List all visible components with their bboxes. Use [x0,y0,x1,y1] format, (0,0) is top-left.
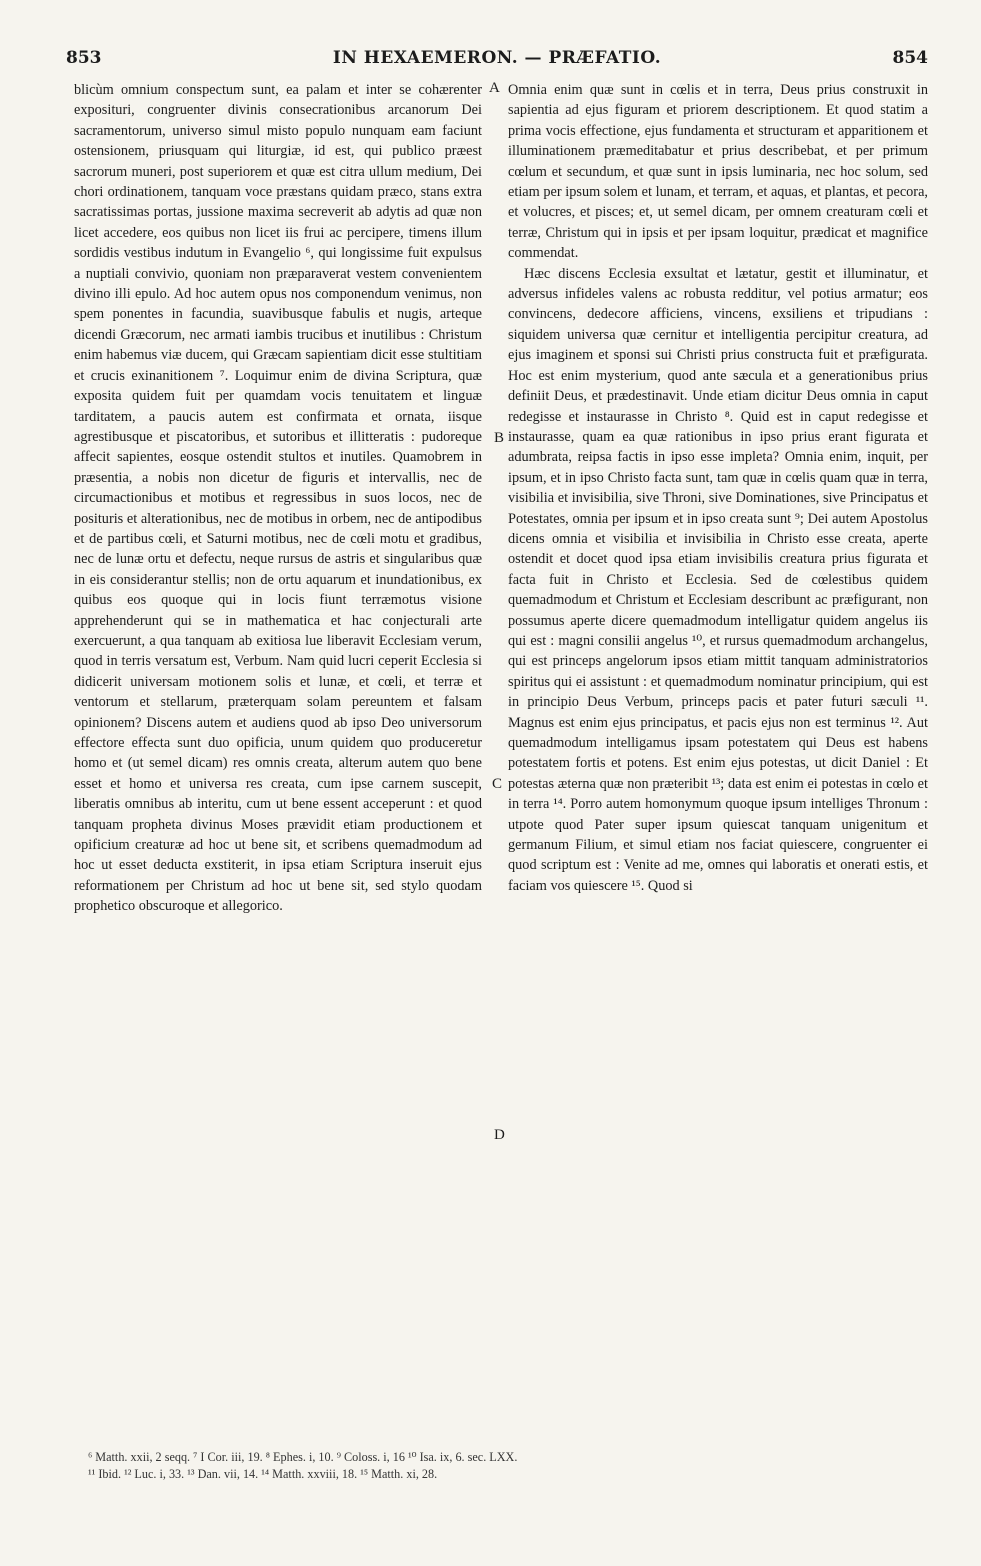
footnotes [88,1449,933,1483]
right-paragraph-1: Omnia enim quæ sunt in cœlis et in terra, Deus prius construxit in sapientia ad ejus figuram et priorem descriptionem. Et quod statim a prima vocis effectione, ejus fundamenta et structuram et apparitionem et illuminationem præmeditabatur et prius describebat, et per primum cœlum et secundum, et quæ sunt in ipsis luminaria, nec hoc solum, sed etiam per ipsum solem et lunam, et terram, et aquas, et plantas, et pecora, et volucres, et pisces; et, ut semel dicam, per omnem creaturam cœli et terræ, Christum qui in ipsis et per ipsam loquitur, prædicat et magnifice commendat. [508,82,928,262]
left-column [74,80,482,917]
right-paragraph-2: Hæc discens Ecclesia exsultat et lætatur, gestit et illuminatur, et adversus infideles valens ac robusta redditur, vel potius armatur; eos convincens, dedecore afficiens, vincens, exsiliens et tripudians : siquidem universa quæ cernitur et intelligentia percipitur creatura, ad ejus imaginem et sponsi sui Christi prius constructa fuit et præfigurata. Hoc est enim mysterium, quod ante sæcula et a generationibus prius definiit Deus, et prædestinavit. Unde etiam dicitur Deus omnia in caput redegisse et instaurasse in Christo ⁸. Quid est in caput redegisse et instaurasse, quam ea quæ rationibus in ipso prius erant figurata et adumbrata, reipsa factis in ipso esse impleta? Omnia enim, inquit, per ipsum, et in ipso Christo facta sunt, tam quæ in cœlis quam quæ in terra, visibilia et invisibilia, sive Throni, sive Dominationes, sive Principatus et Potestates, omnia per ipsum et in ipso creata sunt ⁹; Dei autem Apostolus dicens omnia et visibilia et invisibilia in Christo esse creata, aperte ostendit et docet quod ipsa etiam invisibilis creatura prius figurata et facta fuit in Christo et Ecclesia. Sed de cœlestibus quidem quemadmodum et Christum et Ecclesiam describunt ac præfigurant, non possumus aperte dicere quemadmodum intelligatur quidem angelus iis qui est : magni consilii angelus ¹⁰, et rursus quemadmodum archangelus, qui est princeps angelorum ipsos etiam mittit tanquam administratorios spiritus qui ei assistunt : et quemadmodum nominatur principium, qui est in principio Deus Verbum, princeps pacis et pater futuri sæculi ¹¹. Magnus est enim ejus principatus, et pacis ejus non est terminus ¹². Aut quemadmodum intelligamus ipsam potestatem qui Deus est habens potestatem fortis et potens. Est enim ejus potestas, ut dicit Daniel : Et potestas æterna quæ non præteribit ¹³; data est enim ei potestas in cœlo et in terra ¹⁴. Porro autem homonymum quoque ipsum intelliges Thronum : utpote quod Pater super ipsum quiescat tanquam unigenitum et germanum Filium, et simul etiam nos faciat quiescere, congruenter ei quod scriptum est : Venite ad me, omnes qui laboratis et onerati estis, et faciam vos quiescere ¹⁵. Quod si [508,265,928,894]
margin-marker-d: D [494,1127,505,1143]
running-header [66,44,928,74]
footnote-line-1: ⁶ Matth. xxii, 2 seqq. ⁷ I Cor. iii, 19. ⁸ Ephes. i, 10. ⁹ Coloss. i, 16 ¹⁰ Isa. ix, 6. sec. LXX. [88,1450,518,1464]
page-number-right: 854 [892,48,928,68]
right-column [508,80,928,896]
margin-marker-b: B [494,430,505,446]
running-title: IN HEXAEMERON. — PRÆFATIO. [332,48,662,68]
footnote-line-2: ¹¹ Ibid. ¹² Luc. i, 33. ¹³ Dan. vii, 14. ¹⁴ Matth. xxviii, 18. ¹⁵ Matth. xi, 28. [88,1467,438,1481]
page-number-left: 853 [66,48,102,68]
left-paragraph-1: blicùm omnium conspectum sunt, ea palam et inter se cohærenter expositurі, congruenter divinis consecrationibus arcanorum Dei sacramentorum, universo simul misto populo nunquam eam faciunt ostensionem, priusquam qui liturgiæ, id est, qui publico præest sacrorum muneri, post superiorem et quæ est citra ullum medium, Dei chori ordinationem, tanquam voce præstans quidam præco, stans extra sacratissimas portas, jussione maxima secreverit ab adytis ad quæ non licet accedere, eos quibus non licet iis frui ac percipere, timens illum sordidis vestibus indutum in Evangelio ⁶, qui longissime fuit expulsus a nuptiali convivio, quoniam non præparaverat vestem convenientem divino illi epulo. Ad hoc autem opus nos componendum venimus, non spem ponentes in facundia, suavibusque fabulis et nugis, arteque dicendi Græcorum, nec armati iambis trucibus et inutilibus : Christum enim habemus viæ ducem, qui Græcam sapientiam dicit esse stultitiam et crucis exinanitionem ⁷. Loquimur enim de divina Scriptura, quæ exposita quidem fuit per quamdam vocis tenuitatem et linguæ tarditatem, a paucis autem est confirmata et ornata, iisque agrestibusque et piscatoribus, et sutoribus et illitteratis : pudoreque affecit sapientes, eosque ostendit stultos et inutiles. Quamobrem in præsentia, a nobis non dicetur de figuris et intervallis, nec de circumactionibus et motibus et regressibus in suos locos, nec de posituris et alterationibus, nec de motibus in orbem, nec de antipodibus et de partibus cœli, et Saturni motibus, nec de cœli motu et gradibus, nec de lunæ ortu et defectu, neque rursus de astris et singularibus quæ in eis considerantur stellis; non de ortu aquarum et inundationibus, ex quibus eos quoque qui in locis fiunt terræmotus visione apprehenderunt qui se in mathematica et hac conjecturali arte exercuerunt, a qua tanquam ab exitiosa lue liberavit Ecclesiam verum, quod in terris versatum est, Verbum. Nam quid lucri ceperit Ecclesia si didicerit universam motionem solis et lunæ, et cœli, et terræ et ventorum et stellarum, præterquam solam pereuntem et falsam opinionem? Discens autem et audiens quod ab ipso Deo universorum effectore effecta sunt duo opificia, unum quidem quo produceretur homo et (ut semel dicam) res omnis creata, alterum autem quo bene esset et homo et universa res creata, cum ipse carnem suscepit, liberatis omnibus ab interitu, cum ut bene essent acceperunt : et quod tanquam propheta divinus Moses prævidit etiam productionem et opificium creaturæ ad hoc ut bene sit, et scribens quemadmodum ad hoc ut esset deducta exstiterit, in ipsa etiam Scriptura inseruit ejus reformationem per Christum ad hoc ut bene sit, sed stylo quodam prophetico obscuroque et allegorico. [74,82,482,915]
margin-marker-a: A [489,80,500,96]
margin-marker-c: C [492,776,503,792]
